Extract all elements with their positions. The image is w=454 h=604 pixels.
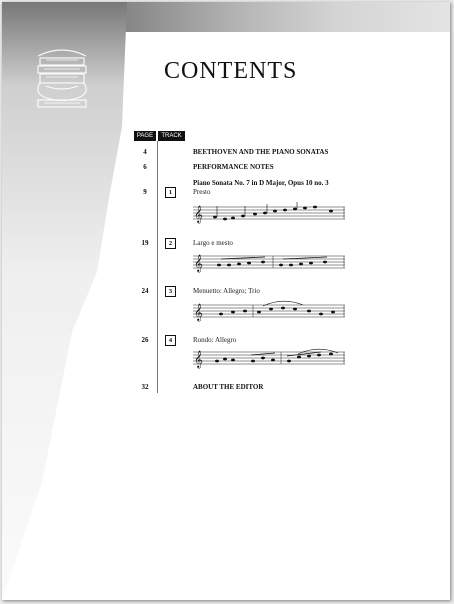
svg-text:𝄞: 𝄞 — [194, 305, 203, 321]
track-number: 3 — [165, 286, 176, 297]
entry-title[interactable]: PERFORMANCE NOTES — [193, 163, 274, 171]
svg-text:𝄞: 𝄞 — [194, 207, 203, 223]
page-number: 4 — [143, 148, 147, 156]
track-column-header: TRACK — [158, 131, 185, 141]
movement-name: Presto — [193, 188, 211, 196]
music-incipit — [193, 202, 345, 224]
page-number: 9 — [143, 188, 147, 196]
document-page — [2, 2, 450, 600]
svg-text:𝄞: 𝄞 — [194, 352, 203, 368]
crest-logo — [24, 42, 100, 112]
page-number: 19 — [141, 239, 149, 247]
page-column-header: PAGE — [134, 131, 156, 141]
track-number: 2 — [165, 238, 176, 249]
page-number: 32 — [141, 383, 149, 391]
track-number: 4 — [165, 335, 176, 346]
music-incipit — [193, 300, 345, 322]
music-incipit — [193, 251, 345, 273]
page-title: CONTENTS — [164, 58, 298, 84]
music-incipit — [193, 347, 345, 369]
movement-name: Largo e mesto — [193, 239, 233, 247]
entry-title[interactable]: BEETHOVEN AND THE PIANO SONATAS — [193, 148, 329, 156]
page-number: 6 — [143, 163, 147, 171]
entry-title[interactable]: Piano Sonata No. 7 in D Major, Opus 10 no. 3 — [193, 179, 329, 187]
movement-name: Menuetto: Allegro; Trio — [193, 287, 260, 295]
track-number: 1 — [165, 187, 176, 198]
movement-name: Rondo: Allegro — [193, 336, 237, 344]
page-number: 24 — [141, 287, 149, 295]
svg-text:𝄞: 𝄞 — [194, 256, 203, 272]
column-divider — [157, 141, 158, 393]
page-number: 26 — [141, 336, 149, 344]
entry-title[interactable]: ABOUT THE EDITOR — [193, 383, 264, 391]
